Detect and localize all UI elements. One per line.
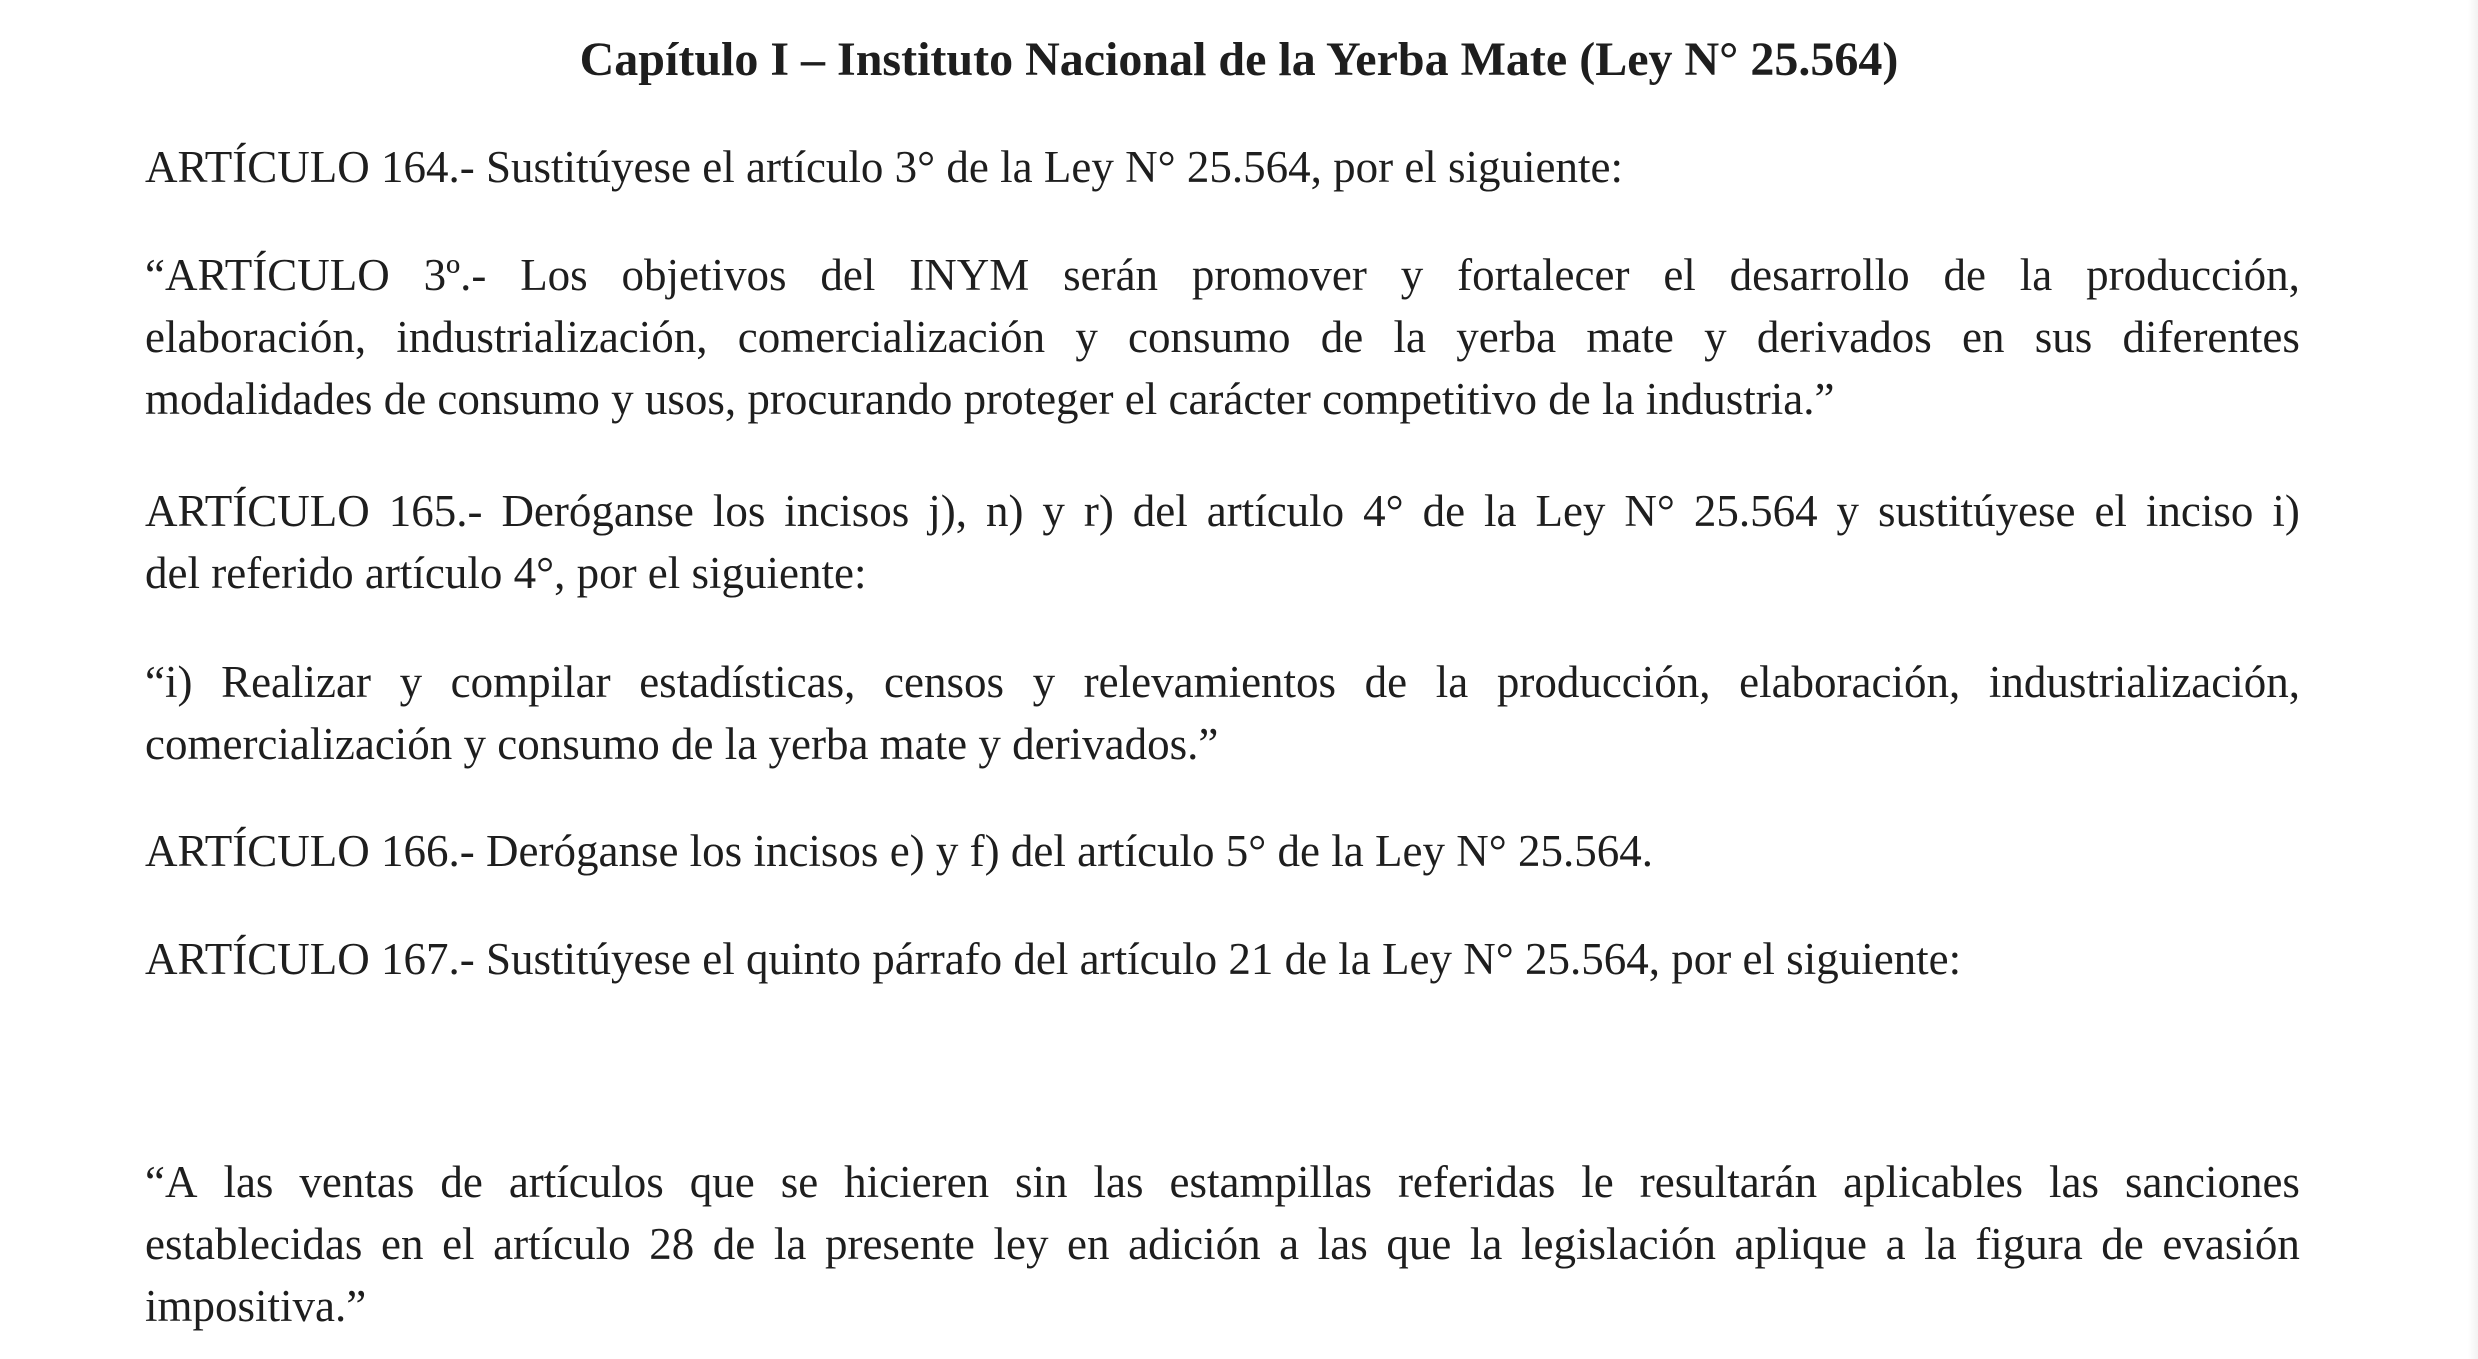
article-166-paragraph [145,820,2300,882]
inciso-i-quote-line-1: “i) Realizar y compilar estadísticas, censos y relevamientos de la producción, elaboración, industrialización, [145,657,2300,707]
article-21-quote-line-2: establecidas en el artículo 28 de la presente ley en adición a las que la legislación aplique a la figura de evasión [145,1219,2300,1269]
article-21-quote-paragraph [145,1151,2300,1337]
article-3-quote-line-3: modalidades de consumo y usos, procurando proteger el carácter competitivo de la industria.” [145,374,1835,424]
article-3-quote-paragraph [145,244,2300,430]
article-21-quote-line-3: impositiva.” [145,1281,367,1331]
article-3-quote-line-1: “ARTÍCULO 3º.- Los objetivos del INYM serán promover y fortalecer el desarrollo de la producción, [145,250,2300,300]
inciso-i-quote-paragraph [145,651,2300,775]
chapter-title: Capítulo I – Instituto Nacional de la Yerba Mate (Ley N° 25.564) [579,33,1899,86]
article-167-text: ARTÍCULO 167.- Sustitúyese el quinto párrafo del artículo 21 de la Ley N° 25.564, por el siguiente: [145,934,1962,984]
article-3-quote-line-2: elaboración, industrialización, comercialización y consumo de la yerba mate y derivados en sus diferentes [145,312,2300,362]
article-165-paragraph [145,480,2300,604]
article-164-paragraph [145,136,2300,198]
article-165-line-2: del referido artículo 4°, por el siguiente: [145,548,867,598]
page-edge-shadow [2468,0,2478,1359]
article-166-text: ARTÍCULO 166.- Deróganse los incisos e) y f) del artículo 5° de la Ley N° 25.564. [145,826,1653,876]
article-21-quote-line-1: “A las ventas de artículos que se hicieren sin las estampillas referidas le resultarán aplicables las sanciones [145,1157,2300,1207]
article-165-line-1: ARTÍCULO 165.- Deróganse los incisos j), n) y r) del artículo 4° de la Ley N° 25.564 y sustitúyese el inciso i) [145,486,2300,536]
inciso-i-quote-line-2: comercialización y consumo de la yerba mate y derivados.” [145,719,1219,769]
article-164-text: ARTÍCULO 164.- Sustitúyese el artículo 3° de la Ley N° 25.564, por el siguiente: [145,142,1624,192]
article-167-paragraph [145,928,2300,990]
